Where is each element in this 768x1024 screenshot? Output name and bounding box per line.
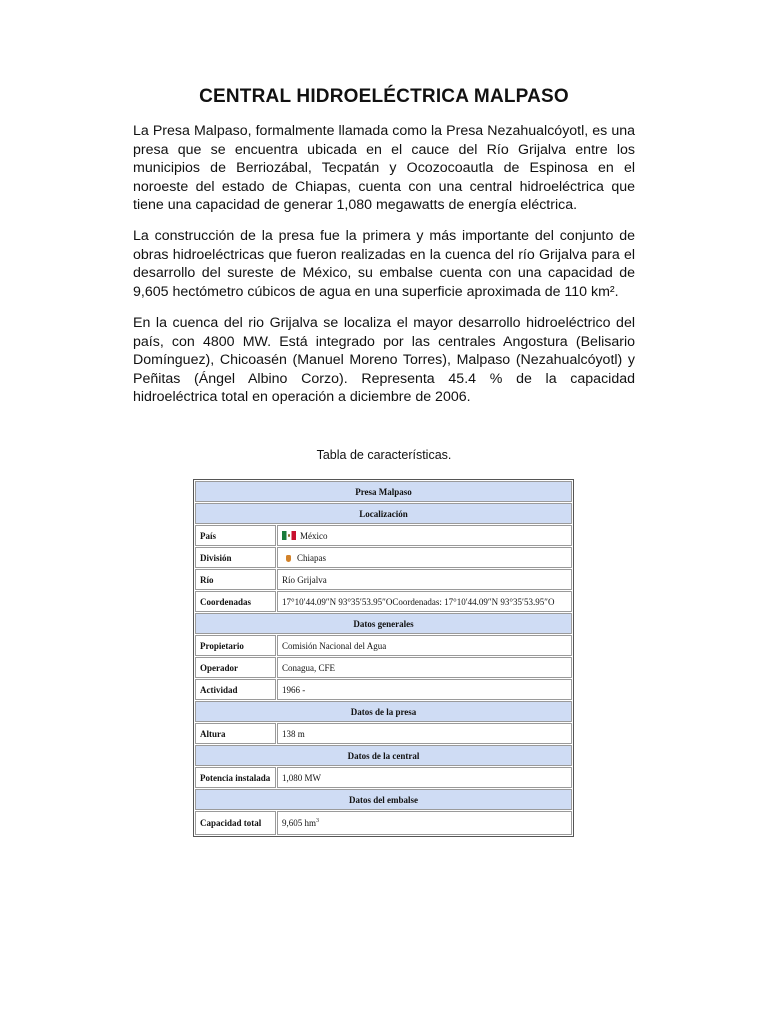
- row-label-coordenadas: Coordenadas: [195, 591, 276, 612]
- unit-exponent: 3: [316, 818, 320, 824]
- section-datos-central: Datos de la central: [195, 745, 572, 766]
- paragraph-grijalva-basin: En la cuenca del rio Grijalva se localiza el mayor desarrollo hidroeléctrico del país, con 4800 MW. Está integrado por las centrales Angostura (Belisario Domínguez), Chicoasén (Manuel Moreno Torres), Malpaso (Nezahualcóyotl) y Peñitas (Ángel Albino Corzo). Representa 45.4 % de la capacidad hidroeléctrica total en operación a diciembre de 2006.: [133, 315, 635, 406]
- section-header-row: [195, 745, 572, 766]
- table-caption: Tabla de características.: [316, 448, 452, 462]
- row-value-coordenadas[interactable]: 17°10′44.09″N 93°35′53.95″OCoordenadas: 17°10′44.09″N 93°35′53.95″O: [277, 591, 572, 612]
- document-title: CENTRAL HIDROELÉCTRICA MALPASO: [199, 86, 569, 107]
- row-label-actividad: Actividad: [195, 679, 276, 700]
- table-row: [195, 569, 572, 590]
- row-label-division: División: [195, 547, 276, 568]
- row-value-pais[interactable]: México: [300, 530, 328, 541]
- section-datos-presa: Datos de la presa: [195, 701, 572, 722]
- row-label-propietario: Propietario: [195, 635, 276, 656]
- row-value-division[interactable]: Chiapas: [297, 552, 326, 563]
- row-value-operador[interactable]: Conagua, CFE: [277, 657, 572, 678]
- row-label-operador: Operador: [195, 657, 276, 678]
- table-row: [195, 525, 572, 546]
- table-title: Presa Malpaso: [195, 481, 572, 502]
- table-row: [195, 679, 572, 700]
- mexico-flag-icon: [282, 531, 296, 540]
- section-datos-generales: Datos generales: [195, 613, 572, 634]
- row-label-potencia: Potencia instalada: [195, 767, 276, 788]
- characteristics-table: [193, 479, 574, 837]
- row-value-cell: [277, 525, 572, 546]
- section-header-row: [195, 789, 572, 810]
- row-label-capacidad: Capacidad total: [195, 811, 276, 835]
- row-value-propietario[interactable]: Comisión Nacional del Agua: [277, 635, 572, 656]
- table-row: [195, 767, 572, 788]
- section-localizacion: Localización: [195, 503, 572, 524]
- table-row: [195, 635, 572, 656]
- row-label-altura: Altura: [195, 723, 276, 744]
- section-header-row: [195, 701, 572, 722]
- row-value-actividad: 1966 -: [277, 679, 572, 700]
- row-value-capacidad: 9,605 hm: [282, 818, 317, 828]
- row-value-cell: [277, 547, 572, 568]
- row-value-potencia: 1,080 MW: [277, 767, 572, 788]
- row-value-altura: 138 m: [277, 723, 572, 744]
- table-row: [195, 547, 572, 568]
- table-row: [195, 591, 572, 612]
- table-row: [195, 657, 572, 678]
- table-row: [195, 723, 572, 744]
- row-label-rio: Río: [195, 569, 276, 590]
- section-header-row: [195, 503, 572, 524]
- chiapas-seal-icon: [286, 555, 291, 562]
- row-value-rio[interactable]: Río Grijalva: [277, 569, 572, 590]
- table-row: [195, 811, 572, 835]
- section-datos-embalse: Datos del embalse: [195, 789, 572, 810]
- section-header-row: [195, 613, 572, 634]
- row-value-cell: [277, 811, 572, 835]
- paragraph-construction: La construcción de la presa fue la primera y más importante del conjunto de obras hidroeléctricas que fueron realizadas en la cuenca del río Grijalva para el desarrollo del sureste de México, su embalse cuenta con una capacidad de 9,605 hectómetro cúbicos de agua en una superficie aproximada de 110 km².: [133, 228, 635, 300]
- row-label-pais: País: [195, 525, 276, 546]
- paragraph-intro: La Presa Malpaso, formalmente llamada como la Presa Nezahualcóyotl, es una presa que se encuentra ubicada en el cauce del Río Grijalva entre los municipios de Berriozábal, Tecpatán y Ocozocoautla de Espinosa en el noroeste del estado de Chiapas, cuenta con una central hidroeléctrica que tiene una capacidad de generar 1,080 megawatts de energía eléctrica.: [133, 123, 635, 214]
- table-title-row: [195, 481, 572, 502]
